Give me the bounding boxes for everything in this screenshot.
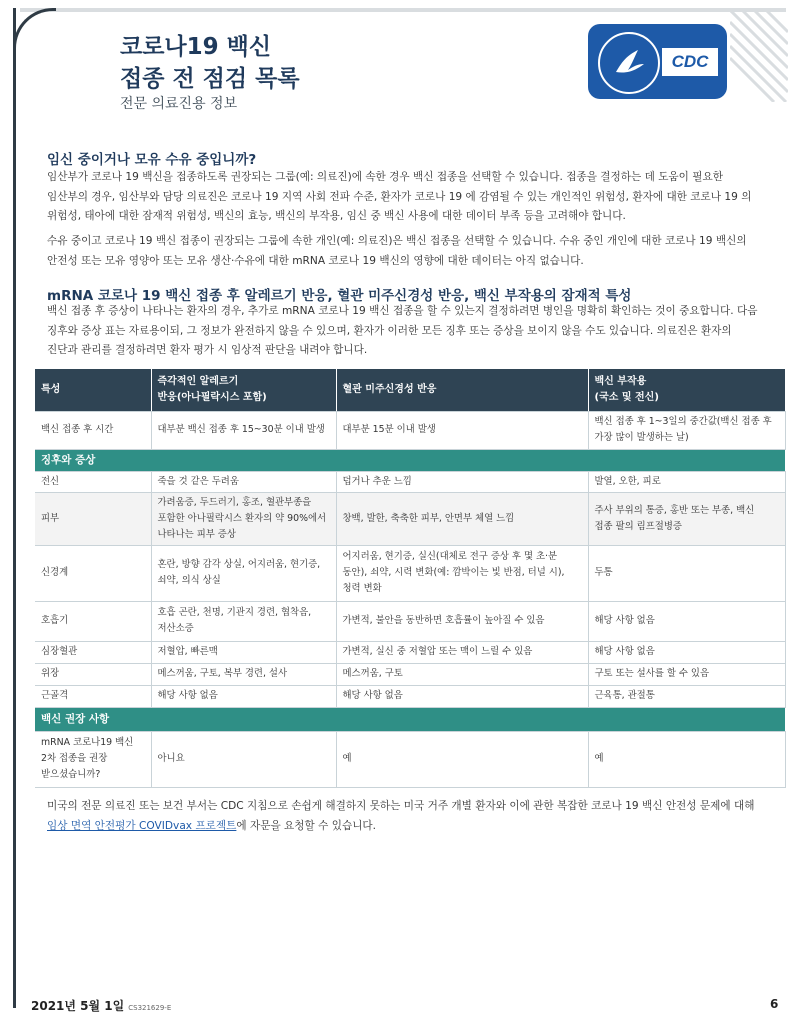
cell-text: 위장 bbox=[41, 668, 60, 679]
row-label bbox=[35, 731, 151, 787]
cell-text: 저혈압, 빠른맥 bbox=[157, 646, 218, 657]
cell-text: 2차 접종을 권장 bbox=[41, 753, 108, 764]
cell-text: 근육통, 관절통 bbox=[594, 690, 655, 701]
cell-text: 가변적, 불안을 동반하면 호흡률이 높아질 수 있음 bbox=[342, 615, 545, 626]
mrna-paragraph bbox=[47, 302, 787, 361]
cell-text: 혼란, 방향 감각 상실, 어지러움, 현기증, bbox=[157, 559, 321, 570]
row-label bbox=[35, 663, 151, 685]
hhs-seal-icon bbox=[598, 32, 660, 94]
cell-text: 덥거나 추운 느낌 bbox=[342, 475, 412, 487]
mrna-heading: mRNA 코로나 19 백신 접종 후 알레르기 반응, 혈관 미주신경성 반응, 백신 부작용의 잠재적 특성 bbox=[47, 288, 632, 304]
column-header bbox=[151, 369, 336, 411]
table-cell bbox=[151, 601, 336, 641]
table-cell bbox=[151, 492, 336, 545]
text-line: 진단과 관리를 결정하려면 환자 평가 시 임상적 판단을 내려야 합니다. bbox=[47, 344, 368, 356]
text-fragment: 에 자문을 요청할 수 있습니다. bbox=[236, 819, 377, 832]
pregnancy-paragraph-1 bbox=[47, 168, 787, 227]
table-row bbox=[35, 641, 785, 663]
signs-section-row bbox=[35, 449, 785, 471]
table-cell bbox=[588, 601, 785, 641]
table-row bbox=[35, 663, 785, 685]
table-cell bbox=[336, 471, 588, 492]
symptom-rows bbox=[35, 471, 785, 707]
column-header bbox=[336, 369, 588, 411]
cell-text: 발열, 오한, 피로 bbox=[594, 475, 661, 487]
text-line: 백신 접종 후 증상이 나타나는 환자의 경우, 추가로 mRNA 코로나 19 백신 접종을 할 수 있는지 결정하려면 병인을 명확히 확인하는 것이 중요합니다. 다음 bbox=[47, 305, 758, 317]
table-cell bbox=[151, 641, 336, 663]
cell-text: 저산소증 bbox=[157, 623, 194, 634]
cell-text: 근골격 bbox=[41, 690, 69, 701]
cell-text: 어지러움, 현기증, 실신(대체로 전구 증상 후 몇 초·분 bbox=[342, 551, 558, 562]
page-title-line2: 접종 전 점검 목록 bbox=[120, 66, 300, 92]
table-cell bbox=[336, 601, 588, 641]
cell-text: 해당 사항 없음 bbox=[342, 690, 403, 701]
row-label bbox=[35, 471, 151, 492]
consult-paragraph bbox=[47, 797, 792, 836]
page-subtitle: 전문 의료진용 정보 bbox=[120, 96, 238, 112]
table-row bbox=[35, 545, 785, 601]
section-label: 징후와 증상 bbox=[35, 449, 785, 471]
text-line: 징후와 증상 표는 자료용이되, 그 정보가 완전하지 않을 수 있으며, 환자가 이러한 모든 징후 또는 증상을 보이지 않을 수도 있습니다. 의료진은 환자의 bbox=[47, 324, 732, 337]
table-cell bbox=[588, 685, 785, 707]
cell-text: 가장 많이 발생하는 날) bbox=[594, 432, 689, 443]
cell-text: 해당 사항 없음 bbox=[594, 646, 655, 657]
table-cell bbox=[336, 685, 588, 707]
text-line: 위험성, 태아에 대한 잠재적 위험성, 백신의 효능, 백신의 부작용, 임신 중 백신 사용에 대한 데이터 부족 등을 고려해야 합니다. bbox=[47, 210, 626, 222]
cell-text: 백신 접종 후 1~3일의 중간값(백신 접종 후 bbox=[594, 416, 772, 427]
cell-text: 나타나는 피부 증상 bbox=[157, 528, 236, 540]
cell-text: 가변적, 실신 중 저혈압 또는 맥이 느릴 수 있음 bbox=[342, 646, 533, 657]
cell-text: 동안), 쇠약, 시력 변화(예: 깜박이는 빛 반점, 터널 시), bbox=[342, 567, 565, 578]
table-cell bbox=[588, 471, 785, 492]
cell-text: 받으셨습니까? bbox=[41, 769, 101, 780]
table-cell bbox=[336, 545, 588, 601]
cell-text: 메스꺼움, 구토, 복부 경련, 설사 bbox=[157, 668, 288, 679]
text-line: 임산부의 경우, 임산부와 담당 의료진은 코로나 19 지역 사회 전파 수준, 환자가 코로나 19 에 감염될 수 있는 개인적인 위험성, 환자에 대한 코로나 19 의 bbox=[47, 190, 752, 203]
header-label: 혈관 미주신경성 반응 bbox=[342, 383, 437, 395]
header-band bbox=[20, 8, 786, 12]
cell-text: 메스꺼움, 구토 bbox=[342, 668, 403, 679]
table-cell bbox=[151, 545, 336, 601]
row-label bbox=[35, 601, 151, 641]
cell-text: 구토 또는 설사를 할 수 있음 bbox=[594, 668, 710, 679]
table-cell: 대부분 백신 접종 후 15~30분 이내 발생 bbox=[151, 411, 336, 449]
hhs-cdc-logo bbox=[588, 24, 727, 99]
covidvax-project-link[interactable]: 임상 면역 안전평가 COVIDvax 프로젝트 bbox=[47, 819, 237, 832]
cell-text: 주사 부위의 통증, 홍반 또는 부종, 백신 bbox=[594, 504, 755, 516]
text-line: 수유 중이고 코로나 19 백신 접종이 권장되는 그룹에 속한 개인(예: 의료진)은 백신 접종을 선택할 수 있습니다. 수유 중인 개인에 대한 코로나 19 백신의 bbox=[47, 235, 747, 247]
header-label: 즉각적인 알레르기 bbox=[157, 375, 239, 387]
cdc-wordmark: CDC bbox=[662, 48, 718, 76]
section-label: 백신 권장 사항 bbox=[35, 707, 785, 731]
table-cell bbox=[336, 641, 588, 663]
table-header-row bbox=[35, 369, 785, 411]
recommend-section-row bbox=[35, 707, 785, 731]
left-rule bbox=[13, 8, 16, 1008]
text-line: 임산부가 코로나 19 백신을 접종하도록 권장되는 그룹(예: 의료진)에 속한 경우 백신 접종을 선택할 수 있습니다. 접종을 결정하는 데 도움이 필요한 bbox=[47, 171, 723, 183]
cell-text: 포함한 아나필락시스 환자의 약 90%에서 bbox=[157, 512, 327, 524]
table-cell bbox=[588, 663, 785, 685]
cell-text: 호흡 곤란, 천명, 기관지 경련, 협착음, bbox=[157, 607, 312, 618]
row-label bbox=[35, 545, 151, 601]
text-line: 미국의 전문 의료진 또는 보건 부서는 CDC 지침으로 손쉽게 해결하지 못하는 미국 거주 개별 환자와 이에 관한 복잡한 코로나 19 백신 안전성 문제에 대해 bbox=[47, 800, 755, 812]
table-cell bbox=[588, 411, 785, 449]
cell-text: mRNA 코로나19 백신 bbox=[41, 737, 134, 748]
text-line bbox=[47, 817, 792, 837]
table-cell: 아니요 bbox=[151, 731, 336, 787]
table-cell: 예 bbox=[588, 731, 785, 787]
header-label: 백신 부작용 bbox=[594, 375, 647, 387]
cell-text: 가려움증, 두드러기, 홍조, 혈관부종을 bbox=[157, 496, 312, 508]
table-cell bbox=[336, 492, 588, 545]
reaction-comparison-table bbox=[35, 369, 786, 788]
row-label bbox=[35, 685, 151, 707]
table-row bbox=[35, 492, 785, 545]
table-cell bbox=[151, 471, 336, 492]
publication-date bbox=[31, 997, 171, 1014]
table-row bbox=[35, 685, 785, 707]
row-label: 백신 접종 후 시간 bbox=[35, 411, 151, 449]
header-pattern-decoration bbox=[730, 10, 788, 102]
column-header bbox=[588, 369, 785, 411]
table-cell bbox=[336, 663, 588, 685]
pregnancy-paragraph-2 bbox=[47, 232, 787, 271]
header-label: (국소 및 전신) bbox=[594, 391, 659, 403]
table-cell bbox=[151, 663, 336, 685]
cell-text: 해당 사항 없음 bbox=[157, 690, 218, 701]
table-row bbox=[35, 731, 785, 787]
cell-text: 호흡기 bbox=[41, 615, 69, 626]
table-cell bbox=[588, 641, 785, 663]
page-title-line1: 코로나19 백신 bbox=[120, 34, 272, 60]
cell-text: 심장혈관 bbox=[41, 646, 78, 657]
table-cell: 예 bbox=[336, 731, 588, 787]
cell-text: 두통 bbox=[594, 567, 613, 578]
cell-text: 창백, 발한, 축축한 피부, 안면부 체열 느낌 bbox=[342, 512, 515, 524]
table-cell bbox=[151, 685, 336, 707]
cell-text: 전신 bbox=[41, 475, 60, 487]
cell-text: 접종 팔의 림프절병증 bbox=[594, 520, 682, 532]
table-row bbox=[35, 601, 785, 641]
cell-text: 신경계 bbox=[41, 567, 69, 578]
row-label bbox=[35, 641, 151, 663]
document-code: CS321629-E bbox=[128, 1004, 172, 1012]
table-row bbox=[35, 411, 785, 449]
cell-text: 해당 사항 없음 bbox=[594, 615, 655, 626]
date-text: 2021년 5월 1일 bbox=[31, 999, 125, 1013]
table-cell bbox=[588, 545, 785, 601]
cell-text: 피부 bbox=[41, 512, 60, 524]
table-cell: 대부분 15분 이내 발생 bbox=[336, 411, 588, 449]
header-label: 반응(아나필락시스 포함) bbox=[157, 391, 267, 403]
row-label bbox=[35, 492, 151, 545]
table-cell bbox=[588, 492, 785, 545]
cell-text: 죽을 것 같은 두려움 bbox=[157, 475, 239, 487]
text-line: 안전성 또는 모유 영양아 또는 모유 생산·수유에 대한 mRNA 코로나 19 백신의 영향에 대한 데이터는 아직 없습니다. bbox=[47, 254, 584, 267]
cell-text: 청력 변화 bbox=[342, 583, 382, 594]
page-number: 6 bbox=[770, 997, 779, 1011]
pregnancy-heading: 임신 중이거나 모유 수유 중입니까? bbox=[47, 152, 257, 168]
header-frame bbox=[13, 8, 56, 111]
header-label: 특성 bbox=[41, 383, 61, 395]
table-row bbox=[35, 471, 785, 492]
column-header bbox=[35, 369, 151, 411]
cell-text: 쇠약, 의식 상실 bbox=[157, 575, 221, 586]
